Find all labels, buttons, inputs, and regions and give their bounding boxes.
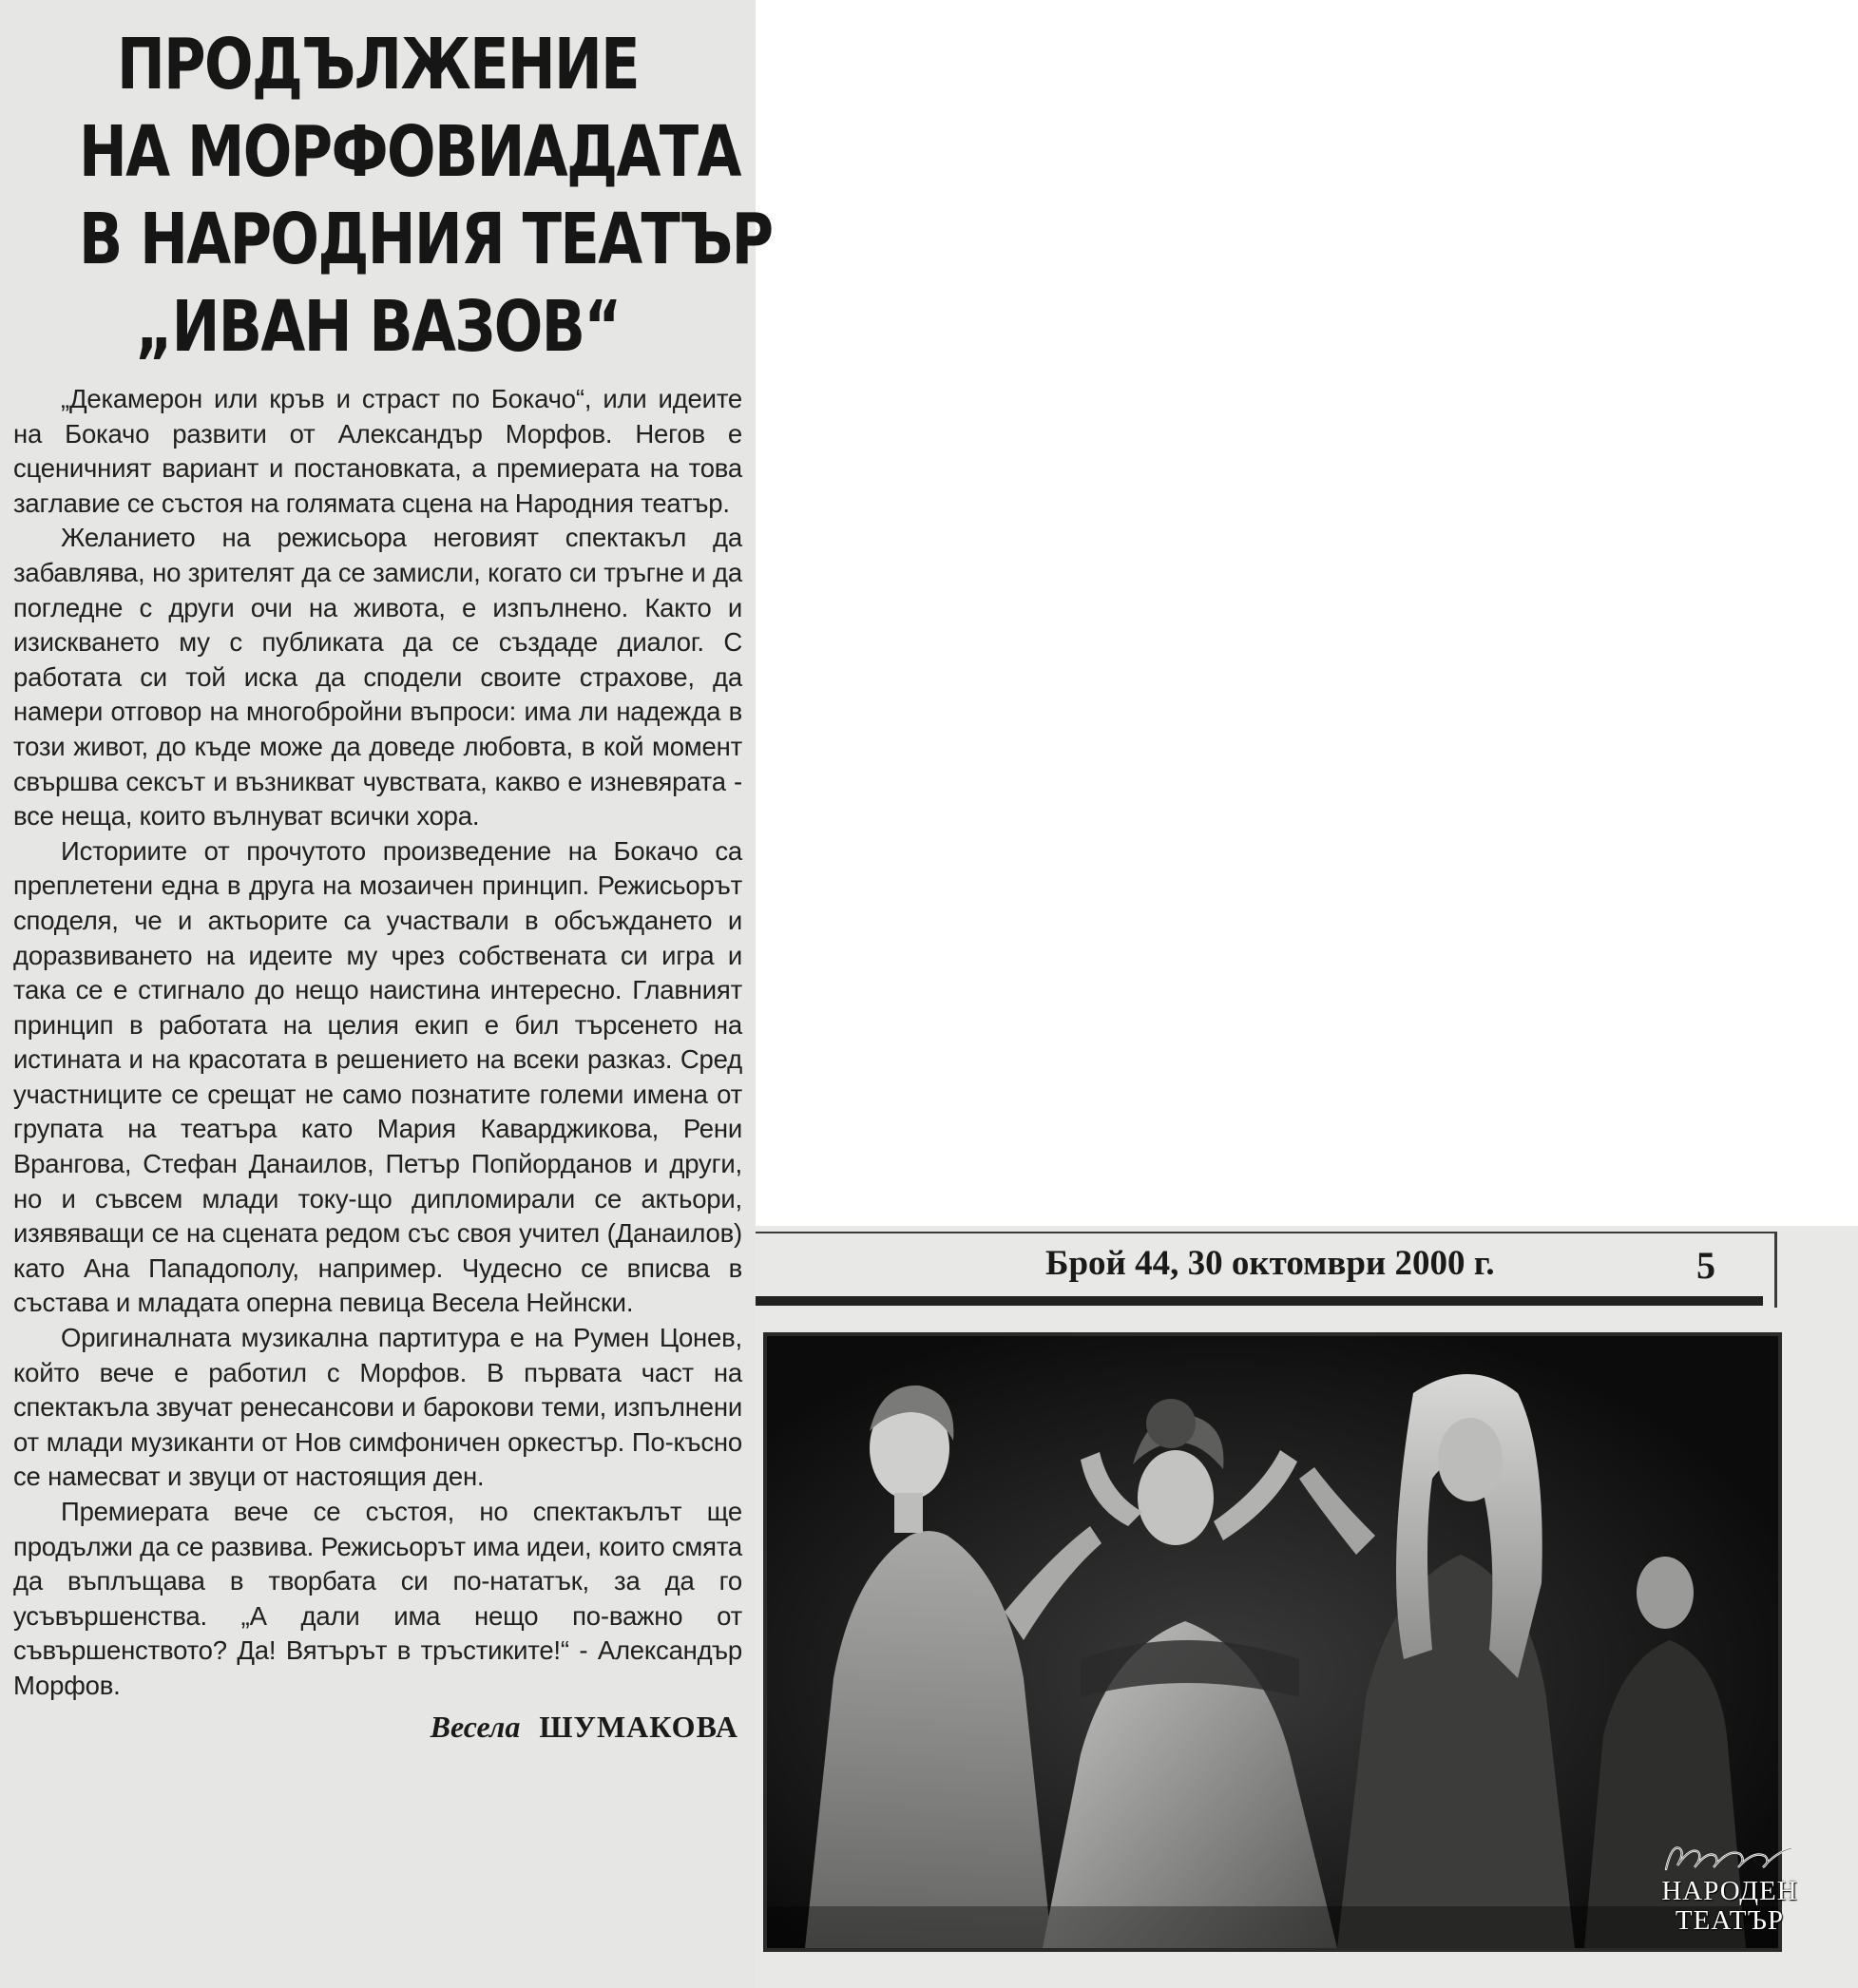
author-last-name: ШУМАКОВА (539, 1709, 738, 1744)
article-column (0, 0, 773, 1988)
issue-label: Брой 44, 30 октомври 2000 г. (1045, 1244, 1495, 1283)
headline-line: ПРОДЪЛЖЕНИЕ (116, 24, 639, 105)
article-paragraph: Оригиналната музикална партитура е на Румен Цонев, който вече е работил с Морфов. В първата част на спектакъла звучат ренесансови и барокови теми, изпълнени от млади музиканти от Нов симфоничен оркестър. По-късно се намесват и звуци от настоящия ден. (13, 1323, 742, 1492)
headline-line: В НАРОДНИЯ ТЕАТЪР (79, 199, 773, 280)
headline (79, 21, 773, 371)
byline (13, 1710, 742, 1745)
page-number: 5 (1696, 1244, 1715, 1287)
signature-icon (1658, 1839, 1801, 1877)
author-first-name: Весела (430, 1709, 521, 1744)
article-body (13, 382, 742, 1704)
stage-photo (763, 1332, 1782, 1952)
article-paragraph: Историите от прочутото произведение на Бокачо са преплетени една в друга на мозаичен принцип. Режисьорът споделя, че и актьорите са участвали в обсъждането и доразвиването на идеите му чрез собствената си игра и така се е стигнало до нещо наистина интересно. Главният принцип в работата на целия екип е бил търсенето на истината и на красотата в решението на всеки разказ. Сред участниците се срещат не само познатите големи имена от групата на театъра като Мария Каварджикова, Рени Врангова, Стефан Данаилов, Петър Попйорданов и други, но и съвсем млади току-що дипломирали се актьори, изявяващи се на сцената редом със своя учител (Данаилов) като Ана Пападополу, например. Чудесно се вписва в състава и младата оперна певица Весела Нейнски. (13, 835, 742, 1318)
article-paragraph: Желанието на режисьора неговият спектакъл да забавлява, но зрителят да се замисли, когато си тръгне и да погледне с други очи на живота, е изпълнено. Както и изискването му с публиката да се създаде диалог. С работата си той иска да сподели своите страхове, да намери отговор на многобройни въпроси: има ли надежда в този живот, до къде може да доведе любовта, в кой момент свършва сексът и възникват чувствата, какво е изневярата - все неща, които вълнуват всички хора. (13, 523, 742, 832)
issue-header (756, 1226, 1858, 1319)
logo-text-line: ТЕАТЪР (1675, 1905, 1785, 1936)
article-paragraph: „Декамерон или кръв и страст по Бокачо“, или идеите на Бокачо развити от Александър Морфов. Негов е сценичният вариант и постановката, а премиерата на това заглавие се състоя на голямата сцена на Народния театър. (13, 384, 742, 518)
stage-photo-image (767, 1336, 1778, 1948)
article-paragraph: Премиерата вече се състоя, но спектакълът ще продължи да се развива. Режисьорът има идеи, които смята да въплъщава в творбата си по-нататък, за да го усъвършенства. „А дали има нещо по-важно от съвършенството? Да! Вятърът в тръстиките!“ - Александър Морфов. (13, 1497, 743, 1700)
theatre-logo (1649, 1839, 1810, 1943)
logo-text-line: НАРОДЕН (1661, 1876, 1798, 1906)
issue-rule (756, 1296, 1763, 1306)
headline-line: „ИВАН ВАЗОВ“ (135, 286, 621, 368)
headline-line: НА МОРФОВИАДАТА (79, 111, 740, 193)
